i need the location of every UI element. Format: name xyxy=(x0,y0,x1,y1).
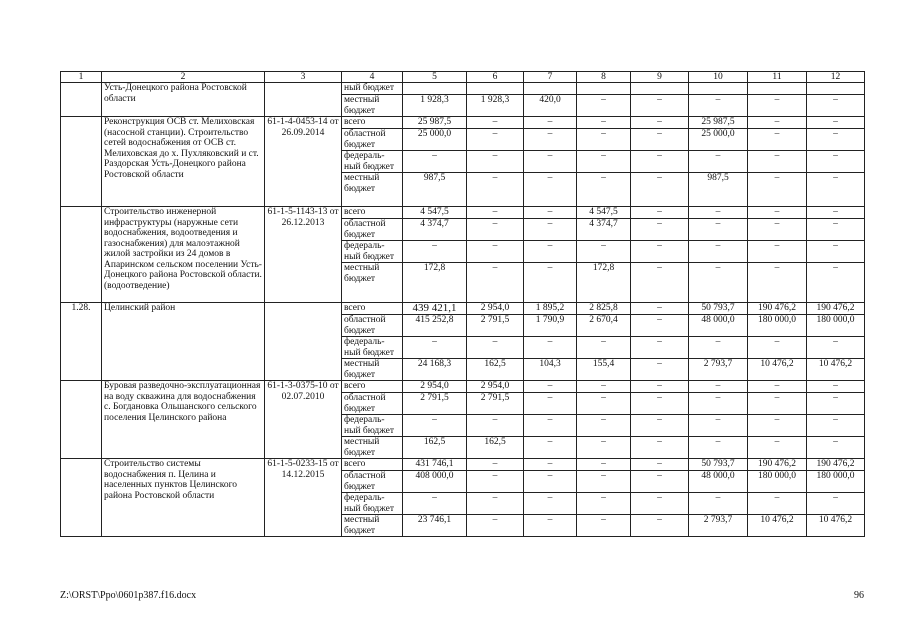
amount-cell: – xyxy=(807,393,865,415)
amount-cell: – xyxy=(577,151,631,173)
amount-cell: – xyxy=(524,129,577,151)
column-number-12: 12 xyxy=(807,72,865,83)
amount-cell: – xyxy=(524,219,577,241)
amount-cell: – xyxy=(467,263,524,303)
amount-cell: – xyxy=(403,151,467,173)
amount-cell: 190 476,2 xyxy=(807,459,865,471)
amount-cell: – xyxy=(689,381,748,393)
amount-cell: – xyxy=(631,173,689,207)
column-number-9: 9 xyxy=(631,72,689,83)
amount-cell: 2 793,7 xyxy=(689,359,748,381)
amount-cell: – xyxy=(577,173,631,207)
amount-cell: – xyxy=(524,471,577,493)
amount-cell: – xyxy=(524,393,577,415)
amount-cell: 10 476,2 xyxy=(748,515,807,537)
funding-source: местный бюджет xyxy=(342,173,403,207)
amount-cell: – xyxy=(748,337,807,359)
amount-cell: – xyxy=(631,207,689,219)
amount-cell: – xyxy=(524,459,577,471)
amount-cell: – xyxy=(467,459,524,471)
object-code xyxy=(265,83,342,117)
amount-cell: – xyxy=(748,173,807,207)
object-name: Буровая разведочно-эксплуатационная на воду скважина для водоснабжения с. Богдановка Ольшанского сельского поселения Целинского района xyxy=(102,381,265,459)
amount-cell: 50 793,7 xyxy=(689,459,748,471)
amount-cell: – xyxy=(524,337,577,359)
amount-cell: – xyxy=(631,337,689,359)
amount-cell: 162,5 xyxy=(467,437,524,459)
amount-cell xyxy=(524,83,577,95)
amount-cell: – xyxy=(577,493,631,515)
column-number-row xyxy=(61,72,865,83)
amount-cell: – xyxy=(403,241,467,263)
amount-cell: – xyxy=(689,337,748,359)
amount-cell: – xyxy=(807,263,865,303)
page-number: 96 xyxy=(854,590,864,601)
amount-cell: – xyxy=(748,437,807,459)
funding-source: областной бюджет xyxy=(342,471,403,493)
column-number-5: 5 xyxy=(403,72,467,83)
amount-cell xyxy=(689,83,748,95)
amount-cell: – xyxy=(524,151,577,173)
amount-cell: – xyxy=(467,173,524,207)
funding-source: местный бюджет xyxy=(342,359,403,381)
amount-cell: – xyxy=(467,151,524,173)
amount-cell: – xyxy=(748,393,807,415)
amount-cell: 172,8 xyxy=(577,263,631,303)
amount-cell: – xyxy=(748,219,807,241)
amount-cell: – xyxy=(807,117,865,129)
amount-cell: 162,5 xyxy=(403,437,467,459)
amount-cell: – xyxy=(631,315,689,337)
funding-source: федераль-ный бюджет xyxy=(342,337,403,359)
amount-cell: – xyxy=(748,207,807,219)
column-number-8: 8 xyxy=(577,72,631,83)
amount-cell: 1 928,3 xyxy=(467,95,524,117)
amount-cell: – xyxy=(577,393,631,415)
amount-cell: – xyxy=(748,381,807,393)
amount-cell: – xyxy=(577,459,631,471)
amount-cell: – xyxy=(631,129,689,151)
amount-cell: 987,5 xyxy=(403,173,467,207)
amount-cell: – xyxy=(748,151,807,173)
object-name: Усть-Донецкого района Ростовской области xyxy=(102,83,265,117)
amount-cell: – xyxy=(524,173,577,207)
amount-cell: – xyxy=(577,95,631,117)
amount-cell: 190 476,2 xyxy=(748,303,807,315)
amount-cell: 25 987,5 xyxy=(689,117,748,129)
amount-cell: 4 547,5 xyxy=(403,207,467,219)
amount-cell: – xyxy=(403,415,467,437)
amount-cell: – xyxy=(631,151,689,173)
amount-cell xyxy=(467,83,524,95)
amount-cell: – xyxy=(631,263,689,303)
amount-cell: – xyxy=(689,493,748,515)
amount-cell: – xyxy=(524,241,577,263)
column-number-11: 11 xyxy=(748,72,807,83)
amount-cell: 1 790,9 xyxy=(524,315,577,337)
amount-cell: – xyxy=(467,415,524,437)
item-number: 1.28. xyxy=(61,303,102,381)
amount-cell: 50 793,7 xyxy=(689,303,748,315)
item-number xyxy=(61,117,102,207)
amount-cell: 24 168,3 xyxy=(403,359,467,381)
amount-cell: 439 421,1 xyxy=(403,303,467,315)
amount-cell: – xyxy=(577,415,631,437)
funding-source: федераль-ный бюджет xyxy=(342,241,403,263)
amount-cell: 155,4 xyxy=(577,359,631,381)
amount-cell: – xyxy=(577,337,631,359)
table-row xyxy=(61,303,865,315)
object-name: Реконструкция ОСВ ст. Мелиховская (насосной станции). Строительство сетей водоснабжения от ОСВ ст. Мелиховская до х. Пухляковский и ст. Раздорская Усть-Донецкого района Ростовской области xyxy=(102,117,265,207)
amount-cell: – xyxy=(807,415,865,437)
table-row xyxy=(61,117,865,129)
amount-cell: – xyxy=(631,95,689,117)
column-number-2: 2 xyxy=(102,72,265,83)
amount-cell: 104,3 xyxy=(524,359,577,381)
amount-cell: 987,5 xyxy=(689,173,748,207)
amount-cell: – xyxy=(689,95,748,117)
object-name: Строительство системы водоснабжения п. Целина и населенных пунктов Целинского района Ростовской области xyxy=(102,459,265,537)
amount-cell xyxy=(403,83,467,95)
object-name: Строительство инженерной инфраструктуры (наружные сети водоснабжения, водоотведения и газоснабжения) для малоэтажной жилой застройки из 24 домов в Апаринском сельском поселении Усть-Донецкого района Ростовской области. (водоотведение) xyxy=(102,207,265,303)
amount-cell: 2 825,8 xyxy=(577,303,631,315)
amount-cell: 2 954,0 xyxy=(403,381,467,393)
object-code: 61-1-3-0375-10 от 02.07.2010 xyxy=(265,381,342,459)
amount-cell: 408 000,0 xyxy=(403,471,467,493)
funding-source: всего xyxy=(342,303,403,315)
funding-source: местный бюджет xyxy=(342,95,403,117)
amount-cell: – xyxy=(748,263,807,303)
amount-cell: 10 476,2 xyxy=(807,515,865,537)
amount-cell: – xyxy=(524,117,577,129)
amount-cell: – xyxy=(524,207,577,219)
amount-cell: 190 476,2 xyxy=(748,459,807,471)
amount-cell: – xyxy=(524,493,577,515)
amount-cell: 48 000,0 xyxy=(689,471,748,493)
funding-source: федераль-ный бюджет xyxy=(342,415,403,437)
amount-cell: – xyxy=(807,95,865,117)
amount-cell: – xyxy=(748,415,807,437)
column-number-10: 10 xyxy=(689,72,748,83)
amount-cell: – xyxy=(403,493,467,515)
column-number-6: 6 xyxy=(467,72,524,83)
amount-cell: – xyxy=(689,241,748,263)
object-code: 61-1-5-0233-15 от 14.12.2015 xyxy=(265,459,342,537)
amount-cell: – xyxy=(631,381,689,393)
amount-cell: – xyxy=(631,515,689,537)
funding-source: ный бюджет xyxy=(342,83,403,95)
amount-cell: 180 000,0 xyxy=(807,315,865,337)
funding-source: всего xyxy=(342,381,403,393)
amount-cell: 2 954,0 xyxy=(467,381,524,393)
amount-cell: – xyxy=(524,263,577,303)
funding-source: местный бюджет xyxy=(342,515,403,537)
amount-cell: – xyxy=(467,515,524,537)
amount-cell: 25 000,0 xyxy=(403,129,467,151)
amount-cell: – xyxy=(631,219,689,241)
object-name: Целинский район xyxy=(102,303,265,381)
amount-cell: – xyxy=(689,207,748,219)
amount-cell: 1 928,3 xyxy=(403,95,467,117)
amount-cell: – xyxy=(631,459,689,471)
amount-cell: – xyxy=(748,493,807,515)
funding-source: областной бюджет xyxy=(342,219,403,241)
amount-cell: 25 987,5 xyxy=(403,117,467,129)
amount-cell: 4 374,7 xyxy=(403,219,467,241)
amount-cell: – xyxy=(631,359,689,381)
amount-cell: – xyxy=(631,303,689,315)
amount-cell: – xyxy=(467,129,524,151)
object-code xyxy=(265,303,342,381)
amount-cell: – xyxy=(467,471,524,493)
amount-cell: 190 476,2 xyxy=(807,303,865,315)
amount-cell: 180 000,0 xyxy=(748,315,807,337)
column-number-7: 7 xyxy=(524,72,577,83)
funding-source: всего xyxy=(342,207,403,219)
amount-cell: – xyxy=(524,381,577,393)
amount-cell: 4 374,7 xyxy=(577,219,631,241)
amount-cell: – xyxy=(631,493,689,515)
amount-cell: 10 476,2 xyxy=(748,359,807,381)
amount-cell: – xyxy=(689,263,748,303)
amount-cell: – xyxy=(807,241,865,263)
funding-source: всего xyxy=(342,459,403,471)
amount-cell: 180 000,0 xyxy=(807,471,865,493)
amount-cell: – xyxy=(403,337,467,359)
item-number xyxy=(61,381,102,459)
amount-cell: – xyxy=(631,393,689,415)
amount-cell: – xyxy=(807,493,865,515)
amount-cell: – xyxy=(467,493,524,515)
amount-cell xyxy=(577,83,631,95)
amount-cell: – xyxy=(467,337,524,359)
funding-source: местный бюджет xyxy=(342,437,403,459)
amount-cell: 420,0 xyxy=(524,95,577,117)
amount-cell: 2 670,4 xyxy=(577,315,631,337)
item-number xyxy=(61,459,102,537)
amount-cell: – xyxy=(748,117,807,129)
table-row xyxy=(61,459,865,471)
amount-cell: – xyxy=(689,415,748,437)
amount-cell: – xyxy=(631,117,689,129)
amount-cell: 2 791,5 xyxy=(467,393,524,415)
amount-cell: – xyxy=(689,437,748,459)
amount-cell: 4 547,5 xyxy=(577,207,631,219)
table-row xyxy=(61,207,865,219)
item-number xyxy=(61,207,102,303)
amount-cell: 2 954,0 xyxy=(467,303,524,315)
amount-cell: – xyxy=(807,129,865,151)
funding-source: областной бюджет xyxy=(342,315,403,337)
funding-source: областной бюджет xyxy=(342,393,403,415)
amount-cell: – xyxy=(807,173,865,207)
amount-cell: – xyxy=(631,437,689,459)
amount-cell: 10 476,2 xyxy=(807,359,865,381)
amount-cell: – xyxy=(807,207,865,219)
amount-cell: – xyxy=(577,117,631,129)
amount-cell: 172,8 xyxy=(403,263,467,303)
amount-cell: 180 000,0 xyxy=(748,471,807,493)
funding-source: местный бюджет xyxy=(342,263,403,303)
column-number-4: 4 xyxy=(342,72,403,83)
amount-cell xyxy=(631,83,689,95)
funding-source: федераль-ный бюджет xyxy=(342,151,403,173)
funding-source: областной бюджет xyxy=(342,129,403,151)
table-row xyxy=(61,83,865,95)
amount-cell: – xyxy=(748,129,807,151)
amount-cell: – xyxy=(631,415,689,437)
amount-cell: 415 252,8 xyxy=(403,315,467,337)
object-code: 61-1-4-0453-14 от 26.09.2014 xyxy=(265,117,342,207)
amount-cell: – xyxy=(467,207,524,219)
funding-source: федераль-ный бюджет xyxy=(342,493,403,515)
amount-cell: 2 791,5 xyxy=(403,393,467,415)
funding-source: всего xyxy=(342,117,403,129)
item-number xyxy=(61,83,102,117)
amount-cell: – xyxy=(631,241,689,263)
file-path-footer: Z:\ORST\Ppo\0601p387.f16.docx xyxy=(60,590,197,601)
budget-table xyxy=(60,71,865,537)
column-number-3: 3 xyxy=(265,72,342,83)
amount-cell: – xyxy=(689,151,748,173)
amount-cell: – xyxy=(524,437,577,459)
amount-cell: – xyxy=(631,471,689,493)
table-row xyxy=(61,381,865,393)
amount-cell: – xyxy=(467,117,524,129)
amount-cell: – xyxy=(577,129,631,151)
amount-cell: 23 746,1 xyxy=(403,515,467,537)
amount-cell: – xyxy=(577,515,631,537)
amount-cell: 1 895,2 xyxy=(524,303,577,315)
amount-cell: – xyxy=(577,241,631,263)
amount-cell: – xyxy=(524,415,577,437)
amount-cell xyxy=(748,83,807,95)
amount-cell: – xyxy=(577,381,631,393)
amount-cell: – xyxy=(577,471,631,493)
amount-cell: 48 000,0 xyxy=(689,315,748,337)
column-number-1: 1 xyxy=(61,72,102,83)
object-code: 61-1-5-1143-13 от 26.12.2013 xyxy=(265,207,342,303)
amount-cell: – xyxy=(807,437,865,459)
amount-cell: – xyxy=(807,337,865,359)
amount-cell: – xyxy=(467,241,524,263)
amount-cell: 2 791,5 xyxy=(467,315,524,337)
amount-cell: – xyxy=(467,219,524,241)
amount-cell: – xyxy=(689,393,748,415)
amount-cell: – xyxy=(577,437,631,459)
amount-cell: 25 000,0 xyxy=(689,129,748,151)
amount-cell: 2 793,7 xyxy=(689,515,748,537)
amount-cell: – xyxy=(807,219,865,241)
amount-cell: – xyxy=(689,219,748,241)
amount-cell: 162,5 xyxy=(467,359,524,381)
amount-cell: – xyxy=(748,241,807,263)
amount-cell: 431 746,1 xyxy=(403,459,467,471)
amount-cell: – xyxy=(807,151,865,173)
amount-cell: – xyxy=(807,381,865,393)
amount-cell: – xyxy=(748,95,807,117)
amount-cell xyxy=(807,83,865,95)
amount-cell: – xyxy=(524,515,577,537)
